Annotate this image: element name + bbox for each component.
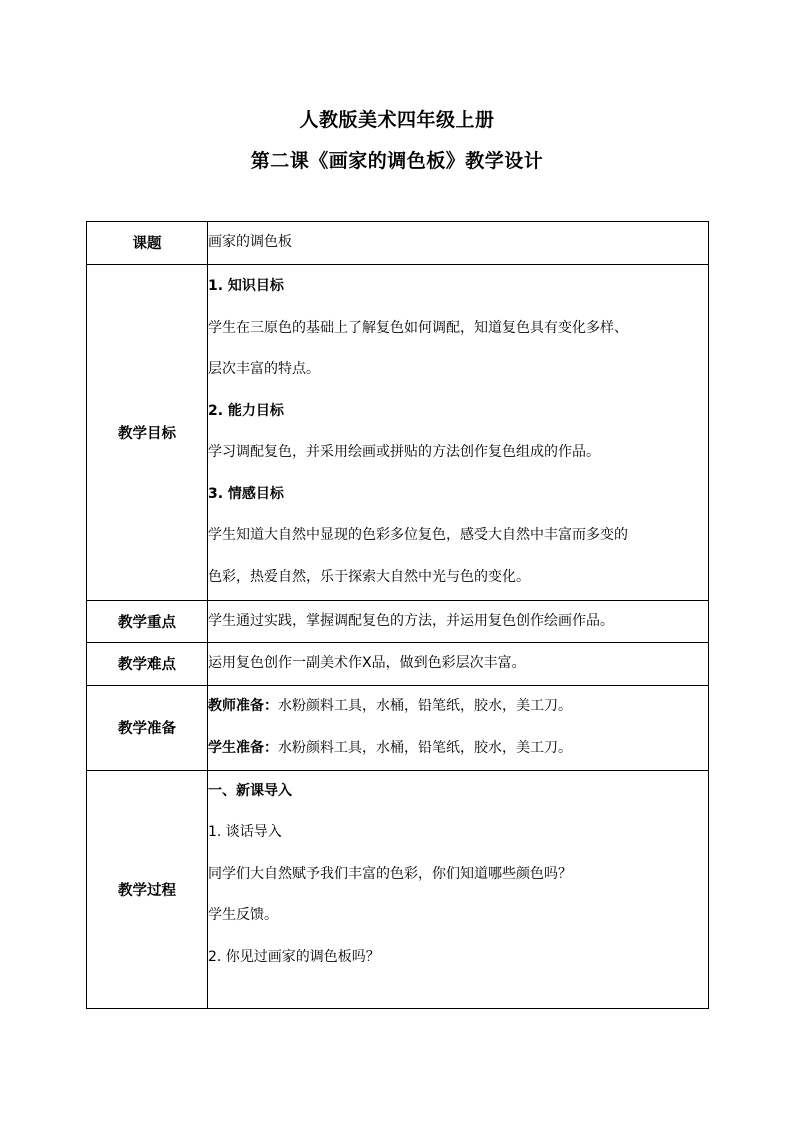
document-title: 人教版美术四年级上册 (299, 109, 495, 131)
goals-content (208, 264, 709, 600)
document-subtitle: 第二课《画家的调色板》教学设计 (250, 150, 544, 172)
process-step-1: 1. 谈话导入 (208, 824, 282, 840)
student-prep-line (208, 728, 708, 770)
process-step-2: 2. 你见过画家的调色板吗？ (208, 948, 380, 965)
difficulties-label: 教学难点 (87, 643, 208, 686)
table-row-difficulties (87, 643, 709, 686)
process-content (208, 770, 709, 1008)
goals-label: 教学目标 (87, 264, 208, 600)
lesson-plan-table (86, 221, 709, 1009)
topic-label: 课题 (87, 222, 208, 265)
teacher-prep-value: 水粉颜料工具，水桶，铅笔纸，胶水，美工刀。 (278, 698, 572, 714)
knowledge-line-2: 层次丰富的特点。 (208, 361, 320, 377)
table-row-key-points (87, 600, 709, 643)
knowledge-heading: 1. 知识目标 (208, 278, 284, 294)
key-points-content (208, 600, 709, 643)
knowledge-line-1: 学生在三原色的基础上了解复色如何调配，知道复色具有变化多样、 (208, 319, 628, 336)
topic-text: 画家的调色板 (208, 234, 292, 250)
table-row-topic (87, 222, 709, 265)
preparation-content (208, 685, 709, 770)
ability-line-1: 学习调配复色，并采用绘画或拼贴的方法创作复色组成的作品。 (208, 444, 600, 460)
teacher-prep-line (208, 686, 708, 728)
process-line-1: 同学们大自然赋予我们丰富的色彩，你们知道哪些颜色吗？ (208, 865, 572, 882)
preparation-label: 教学准备 (87, 685, 208, 770)
table-row-preparation (87, 685, 709, 770)
key-points-label: 教学重点 (87, 600, 208, 643)
key-points-text: 学生通过实践，掌握调配复色的方法，并运用复色创作绘画作品。 (208, 612, 614, 629)
ability-heading: 2. 能力目标 (208, 402, 284, 419)
process-section-heading: 一、新课导入 (208, 782, 292, 799)
table-row-process (87, 770, 709, 1008)
difficulties-text: 运用复色创作一副美术作X品，做到色彩层次丰富。 (208, 655, 526, 671)
table-row-goals (87, 264, 709, 600)
difficulties-content (208, 643, 709, 686)
emotion-line-2: 色彩，热爱自然，乐于探索大自然中光与色的变化。 (208, 568, 530, 585)
student-prep-label: 学生准备： (208, 739, 278, 756)
topic-value (208, 222, 709, 265)
process-line-2: 学生反馈。 (208, 907, 278, 923)
student-prep-value: 水粉颜料工具，水桶，铅笔纸，胶水，美工刀。 (278, 739, 572, 756)
emotion-line-1: 学生知道大自然中显现的色彩多位复色，感受大自然中丰富而多变的 (208, 527, 628, 543)
teacher-prep-label: 教师准备： (208, 698, 278, 714)
process-label: 教学过程 (87, 770, 208, 1008)
emotion-heading: 3. 情感目标 (208, 485, 284, 502)
